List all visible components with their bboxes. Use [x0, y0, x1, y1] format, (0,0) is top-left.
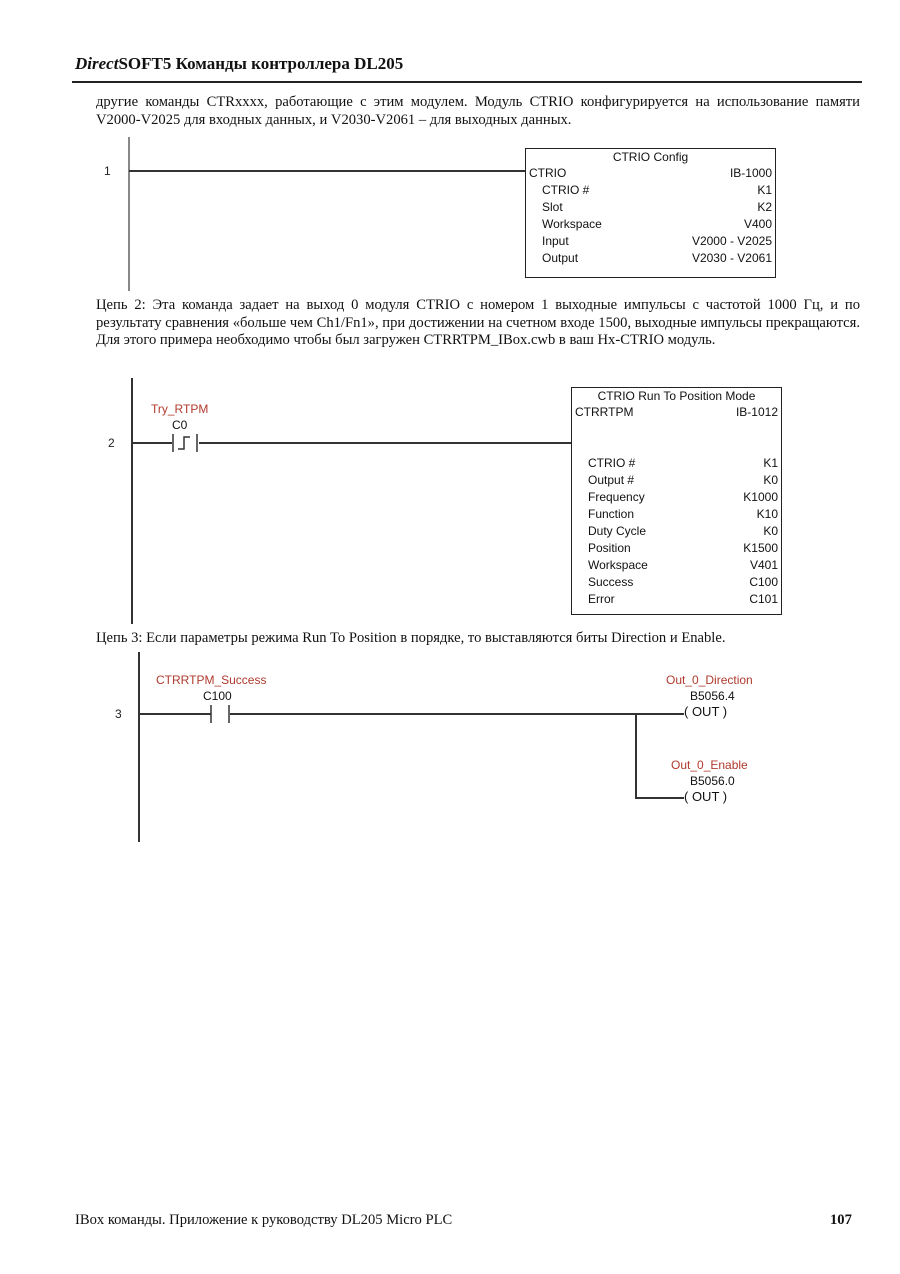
ibox-title: CTRIO Config: [612, 150, 689, 164]
coil-nickname: Out_0_Direction: [666, 673, 753, 687]
left-power-rail: [131, 378, 133, 624]
param-value: V2030 - V2061: [691, 251, 772, 265]
ibox-spacer: [572, 421, 781, 455]
intro-paragraph: другие команды CTRxxxx, работающие с этим модулем. Модуль CTRIO конфигурируется на использование памяти V2000-V2025 для входных данных, и V2030-V2061 – для выходных данных.: [96, 94, 860, 128]
normally-open-contact-icon[interactable]: [209, 703, 231, 725]
ibox-param-row: [572, 489, 781, 506]
param-value: K1500: [743, 541, 778, 555]
rung-wire: [199, 442, 571, 444]
rung-number: 2: [108, 436, 115, 450]
ibox-param-row: [526, 199, 775, 216]
ibox-param-row: [572, 506, 781, 523]
positive-edge-contact-icon[interactable]: [170, 432, 200, 454]
ibox-param-row: [572, 455, 781, 472]
rung-wire: [132, 442, 172, 444]
param-label: Function: [588, 507, 635, 521]
ibox-ctrio-run-to-position[interactable]: [571, 387, 782, 615]
header-title-rest: SOFT5 Команды контроллера DL205: [118, 54, 404, 73]
param-value: K0: [763, 524, 778, 538]
ibox-code: IB-1012: [735, 405, 778, 419]
left-power-rail: [128, 137, 130, 291]
ibox-header-row: [572, 404, 781, 421]
param-label: CTRIO #: [588, 456, 636, 470]
param-value: K0: [763, 473, 778, 487]
coil-address: B5056.0: [690, 774, 735, 788]
ibox-header-row: [526, 165, 775, 182]
param-label: Position: [588, 541, 631, 555]
ibox-param-row: [526, 182, 775, 199]
header-divider: [72, 81, 862, 83]
param-value: V401: [749, 558, 778, 572]
out-coil-direction[interactable]: ( OUT ): [684, 704, 728, 719]
ibox-param-row: [572, 472, 781, 489]
param-label: Output: [542, 251, 579, 265]
rung-wire: [139, 713, 211, 715]
ibox-param-row: [572, 557, 781, 574]
header-title-italic: Direct: [75, 54, 119, 73]
rung-3-description: Цепь 3: Если параметры режима Run To Position в порядке, то выставляются биты Direction и Enable.: [96, 630, 726, 646]
param-label: Error: [588, 592, 615, 606]
param-value: V2000 - V2025: [691, 234, 772, 248]
ibox-mnemonic: CTRRTPM: [575, 405, 634, 419]
ibox-code: IB-1000: [729, 166, 772, 180]
param-value: K2: [757, 200, 772, 214]
ibox-param-row: [572, 523, 781, 540]
ibox-param-row: [526, 250, 775, 267]
page-number: 107: [830, 1212, 852, 1228]
output-branch-wire: [635, 713, 637, 798]
param-value: V400: [743, 217, 772, 231]
param-value: C100: [749, 575, 778, 589]
param-label: Frequency: [588, 490, 645, 504]
param-label: Slot: [542, 200, 563, 214]
rung-number: 3: [115, 707, 122, 721]
contact-address: C0: [172, 418, 188, 432]
param-value: K1: [757, 183, 772, 197]
contact-address: C100: [203, 689, 232, 703]
ibox-param-row: [572, 540, 781, 557]
rung-number: 1: [104, 164, 111, 178]
param-label: Workspace: [542, 217, 602, 231]
param-label: Duty Cycle: [588, 524, 647, 538]
coil-nickname: Out_0_Enable: [671, 758, 748, 772]
out-coil-enable[interactable]: ( OUT ): [684, 789, 728, 804]
ibox-param-row: [572, 574, 781, 591]
param-value: C101: [749, 592, 778, 606]
ibox-param-row: [572, 591, 781, 608]
param-label: Output #: [588, 473, 635, 487]
contact-nickname: CTRRTPM_Success: [156, 673, 267, 687]
param-label: CTRIO #: [542, 183, 590, 197]
rung-wire: [129, 170, 526, 172]
param-label: Workspace: [588, 558, 648, 572]
ibox-title: CTRIO Run To Position Mode: [597, 389, 756, 403]
coil-address: B5056.4: [690, 689, 735, 703]
rung-wire: [230, 713, 684, 715]
param-value: K1000: [743, 490, 778, 504]
ibox-mnemonic: CTRIO: [529, 166, 567, 180]
param-value: K1: [763, 456, 778, 470]
ibox-ctrio-config[interactable]: [525, 148, 776, 278]
contact-nickname: Try_RTPM: [151, 402, 209, 416]
page-header-title: [75, 54, 403, 74]
ibox-param-row: [526, 216, 775, 233]
param-label: Success: [588, 575, 634, 589]
left-power-rail: [138, 652, 140, 842]
ibox-param-row: [526, 233, 775, 250]
param-label: Input: [542, 234, 569, 248]
param-value: K10: [756, 507, 778, 521]
rung-2-description: Цепь 2: Эта команда задает на выход 0 модуля CTRIO с номером 1 выходные импульсы с частотой 1000 Гц, и по результату сравнения «больше чем Ch1/Fn1», при достижении на счетном входе 1500, выходные импульсы прекращаются. Для этого примера необходимо чтобы был загружен CTRRTPM_IBox.cwb в ваш Hx-CTRIO модуль.: [96, 297, 860, 348]
rung-wire: [635, 797, 684, 799]
footer-text: IBox команды. Приложение к руководству DL205 Micro PLC: [75, 1212, 453, 1228]
